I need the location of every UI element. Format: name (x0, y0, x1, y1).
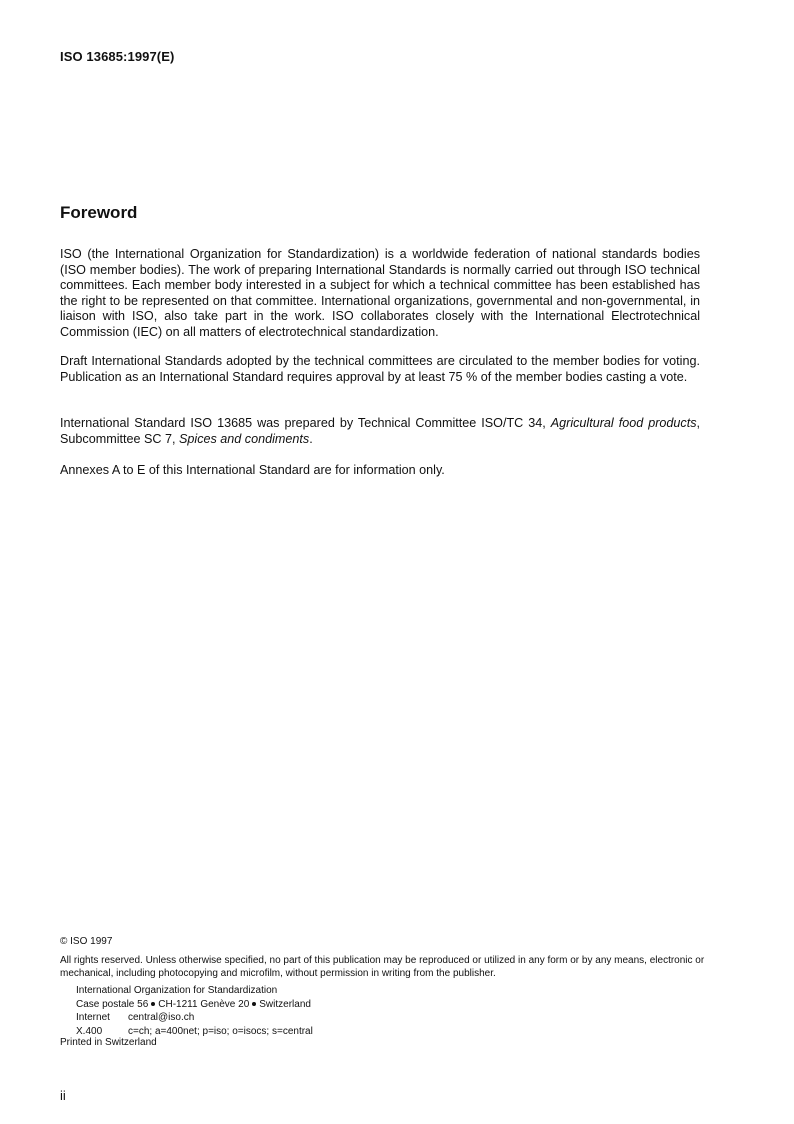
org-name: International Organization for Standardization (76, 985, 278, 996)
publisher-address (76, 984, 313, 1038)
p3-committee-title: Agricultural food products (550, 416, 697, 430)
x400-value: c=ch; a=400net; p=iso; o=isocs; s=central (128, 1025, 313, 1037)
internet-label: Internet (76, 1012, 110, 1023)
p3-subcommittee-title: Spices and condiments (179, 431, 310, 446)
p3-text-e: . (309, 431, 313, 446)
foreword-heading: Foreword (60, 203, 138, 222)
copyright-notice: © ISO 1997 (60, 936, 113, 947)
internet-row (76, 1011, 313, 1025)
foreword-paragraph-4: Annexes A to E of this International Standard are for information only. (60, 463, 445, 477)
rights-statement: All rights reserved. Unless otherwise specified, no part of this publication may be reproduced or utilized in any form or by any means, electronic or mechanical, including photocopying and microfilm, without permission in writing from the publisher. (60, 955, 705, 979)
page-number: ii (60, 1088, 66, 1103)
postal-address: Case postale 56 CH-1211 Genève 20 Switzerland (76, 998, 311, 1010)
internet-value: central@iso.ch (128, 1012, 195, 1023)
foreword-paragraph-1: ISO (the International Organization for Standardization) is a worldwide federation of national standards bodies (ISO member bodies). The work of preparing International Standards is normally carried out through ISO technical committees. Each member body interested in a subject for which a technical committee has been established has the right to be represented on that committee. International organizations, governmental and non-governmental, in liaison with ISO, also take part in the work. ISO collaborates closely with the International Electrotechnical Commission (IEC) on all matters of electrotechnical standardization. (60, 247, 700, 339)
bullet-icon (252, 1002, 256, 1006)
p3-text-a: International Standard ISO 13685 was prepared by Technical Committee ISO/TC 34, (60, 416, 551, 430)
printed-location: Printed in Switzerland (60, 1037, 157, 1048)
foreword-paragraph-3 (60, 416, 700, 447)
document-id: ISO 13685:1997(E) (60, 49, 175, 64)
foreword-paragraph-2: Draft International Standards adopted by the technical committees are circulated to the member bodies for voting. Publication as an International Standard requires approval by at least 75 % of the member bodies casting a vote. (60, 354, 700, 384)
p3-text-c: , Subcommittee SC 7, (60, 416, 700, 446)
bullet-icon (151, 1002, 155, 1006)
x400-label: X.400 (76, 1025, 103, 1037)
